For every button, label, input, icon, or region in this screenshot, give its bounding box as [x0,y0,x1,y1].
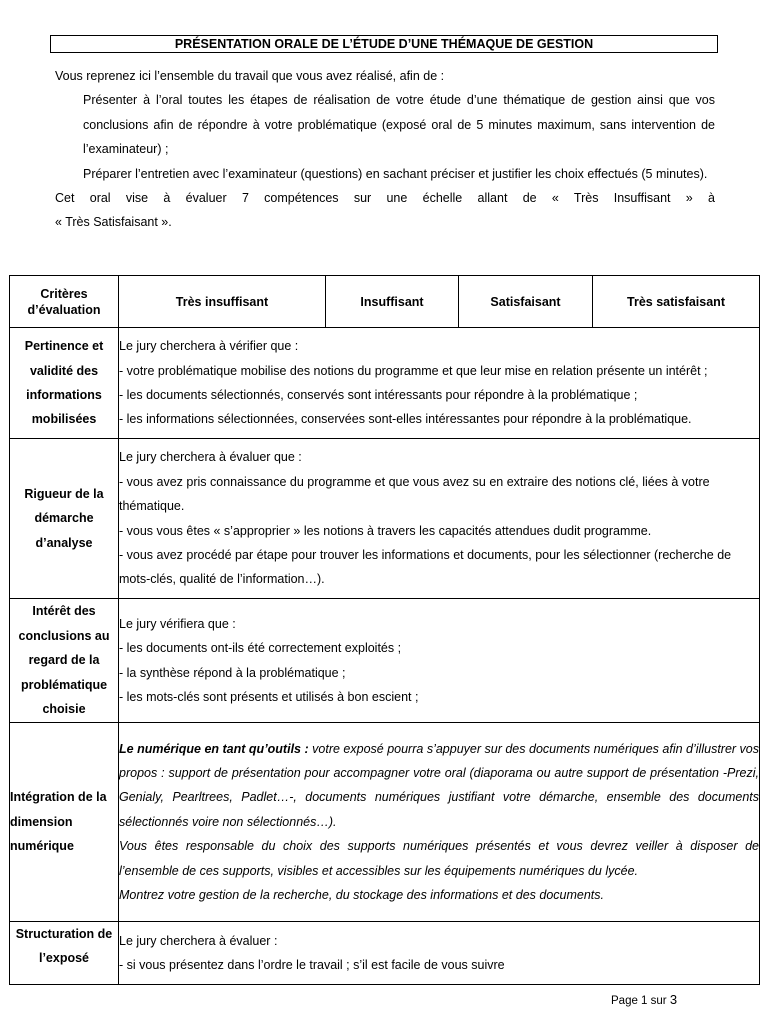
table-row [10,599,760,723]
criterion-cell: Pertinence et validité des informations mobilisées [10,328,119,439]
description-cell: Le jury cherchera à vérifier que : - votre problématique mobilise des notions du programme et que leur mise en relation présente un intérêt ; - les documents sélectionnés, conservés sont intéressants pour répondre à la problématique ; - les informations sélectionnées, conservées sont-elles intéressantes pour répondre à la problématique. [119,328,760,439]
table-row [10,439,760,599]
description-cell: Le numérique en tant qu’outils : votre exposé pourra s’appuyer sur des documents numériques afin d’illustrer vos propos : support de présentation pour accompagner votre oral (diaporama ou autre support de présentation -Prezi, Genialy, Pearltrees, Padlet…-, documents numériques justifiant votre démarche, ensemble des documents sélectionnés voire non sélectionnés…). Vous êtes responsable du choix des supports numériques présentés et vous devrez veiller à disposer de l’ensemble de ces supports, visibles et accessibles sur les équipements numériques du lycée. Montrez votre gestion de la recherche, du stockage des informations et des documents. [119,723,760,922]
table-row [10,723,760,922]
bold-lead: Le numérique en tant qu’outils : [119,741,309,756]
criterion-cell: Structuration de l’exposé [10,922,119,985]
intro-section [55,64,715,235]
description-cell: Le jury cherchera à évaluer que : - vous avez pris connaissance du programme et que vous avez su en extraire des notions clé, liées à votre thématique. - vous vous êtes « s’approprier » les notions à travers les capacités attendues dudit programme. - vous avez procédé par étape pour trouver les informations et documents, pour les sélectionner (recherche de mots-clés, qualité de l’information…). [119,439,760,599]
document-title: PRÉSENTATION ORALE DE L’ÉTUDE D’UNE THÉMAQUE DE GESTION [50,35,718,53]
page-number: Page 1 sur 3 [611,992,678,1007]
column-header: Insuffisant [326,276,459,328]
criterion-cell: Intégration de la dimension numérique [10,723,119,922]
column-header: Très insuffisant [119,276,326,328]
intro-bullet: Préparer l’entretien avec l’examinateur (questions) en sachant préciser et justifier les choix effectués (5 minutes). [83,166,708,181]
intro-bullet: Présenter à l’oral toutes les étapes de réalisation de votre étude d’une thématique de gestion ainsi que vos conclusions afin de répondre à votre problématique (exposé oral de 5 minutes maximum, sans intervention de l’examinateur) ; [83,93,715,157]
column-header: Très satisfaisant [593,276,760,328]
column-header: Satisfaisant [459,276,593,328]
criterion-cell: Intérêt des conclusions au regard de la problématique choisie [10,599,119,723]
description-cell: Le jury cherchera à évaluer : - si vous présentez dans l’ordre le travail ; s’il est facile de vous suivre [119,922,760,985]
criterion-cell: Rigueur de la démarche d’analyse [10,439,119,599]
evaluation-table [9,275,760,985]
table-row [10,328,760,439]
table-header-row [10,276,760,328]
intro-lead: Vous reprenez ici l’ensemble du travail que vous avez réalisé, afin de : [55,69,445,83]
intro-closing-line: « Très Satisfaisant ». [55,215,172,230]
intro-closing-line: Cet oral vise à évaluer 7 compétences sur une échelle allant de « Très Insuffisant » à [55,191,715,206]
table-row [10,922,760,985]
column-header-criteria: Critères d’évaluation [10,276,119,328]
description-cell: Le jury vérifiera que : - les documents ont-ils été correctement exploités ; - la synthèse répond à la problématique ; - les mots-clés sont présents et utilisés à bon escient ; [119,599,760,723]
